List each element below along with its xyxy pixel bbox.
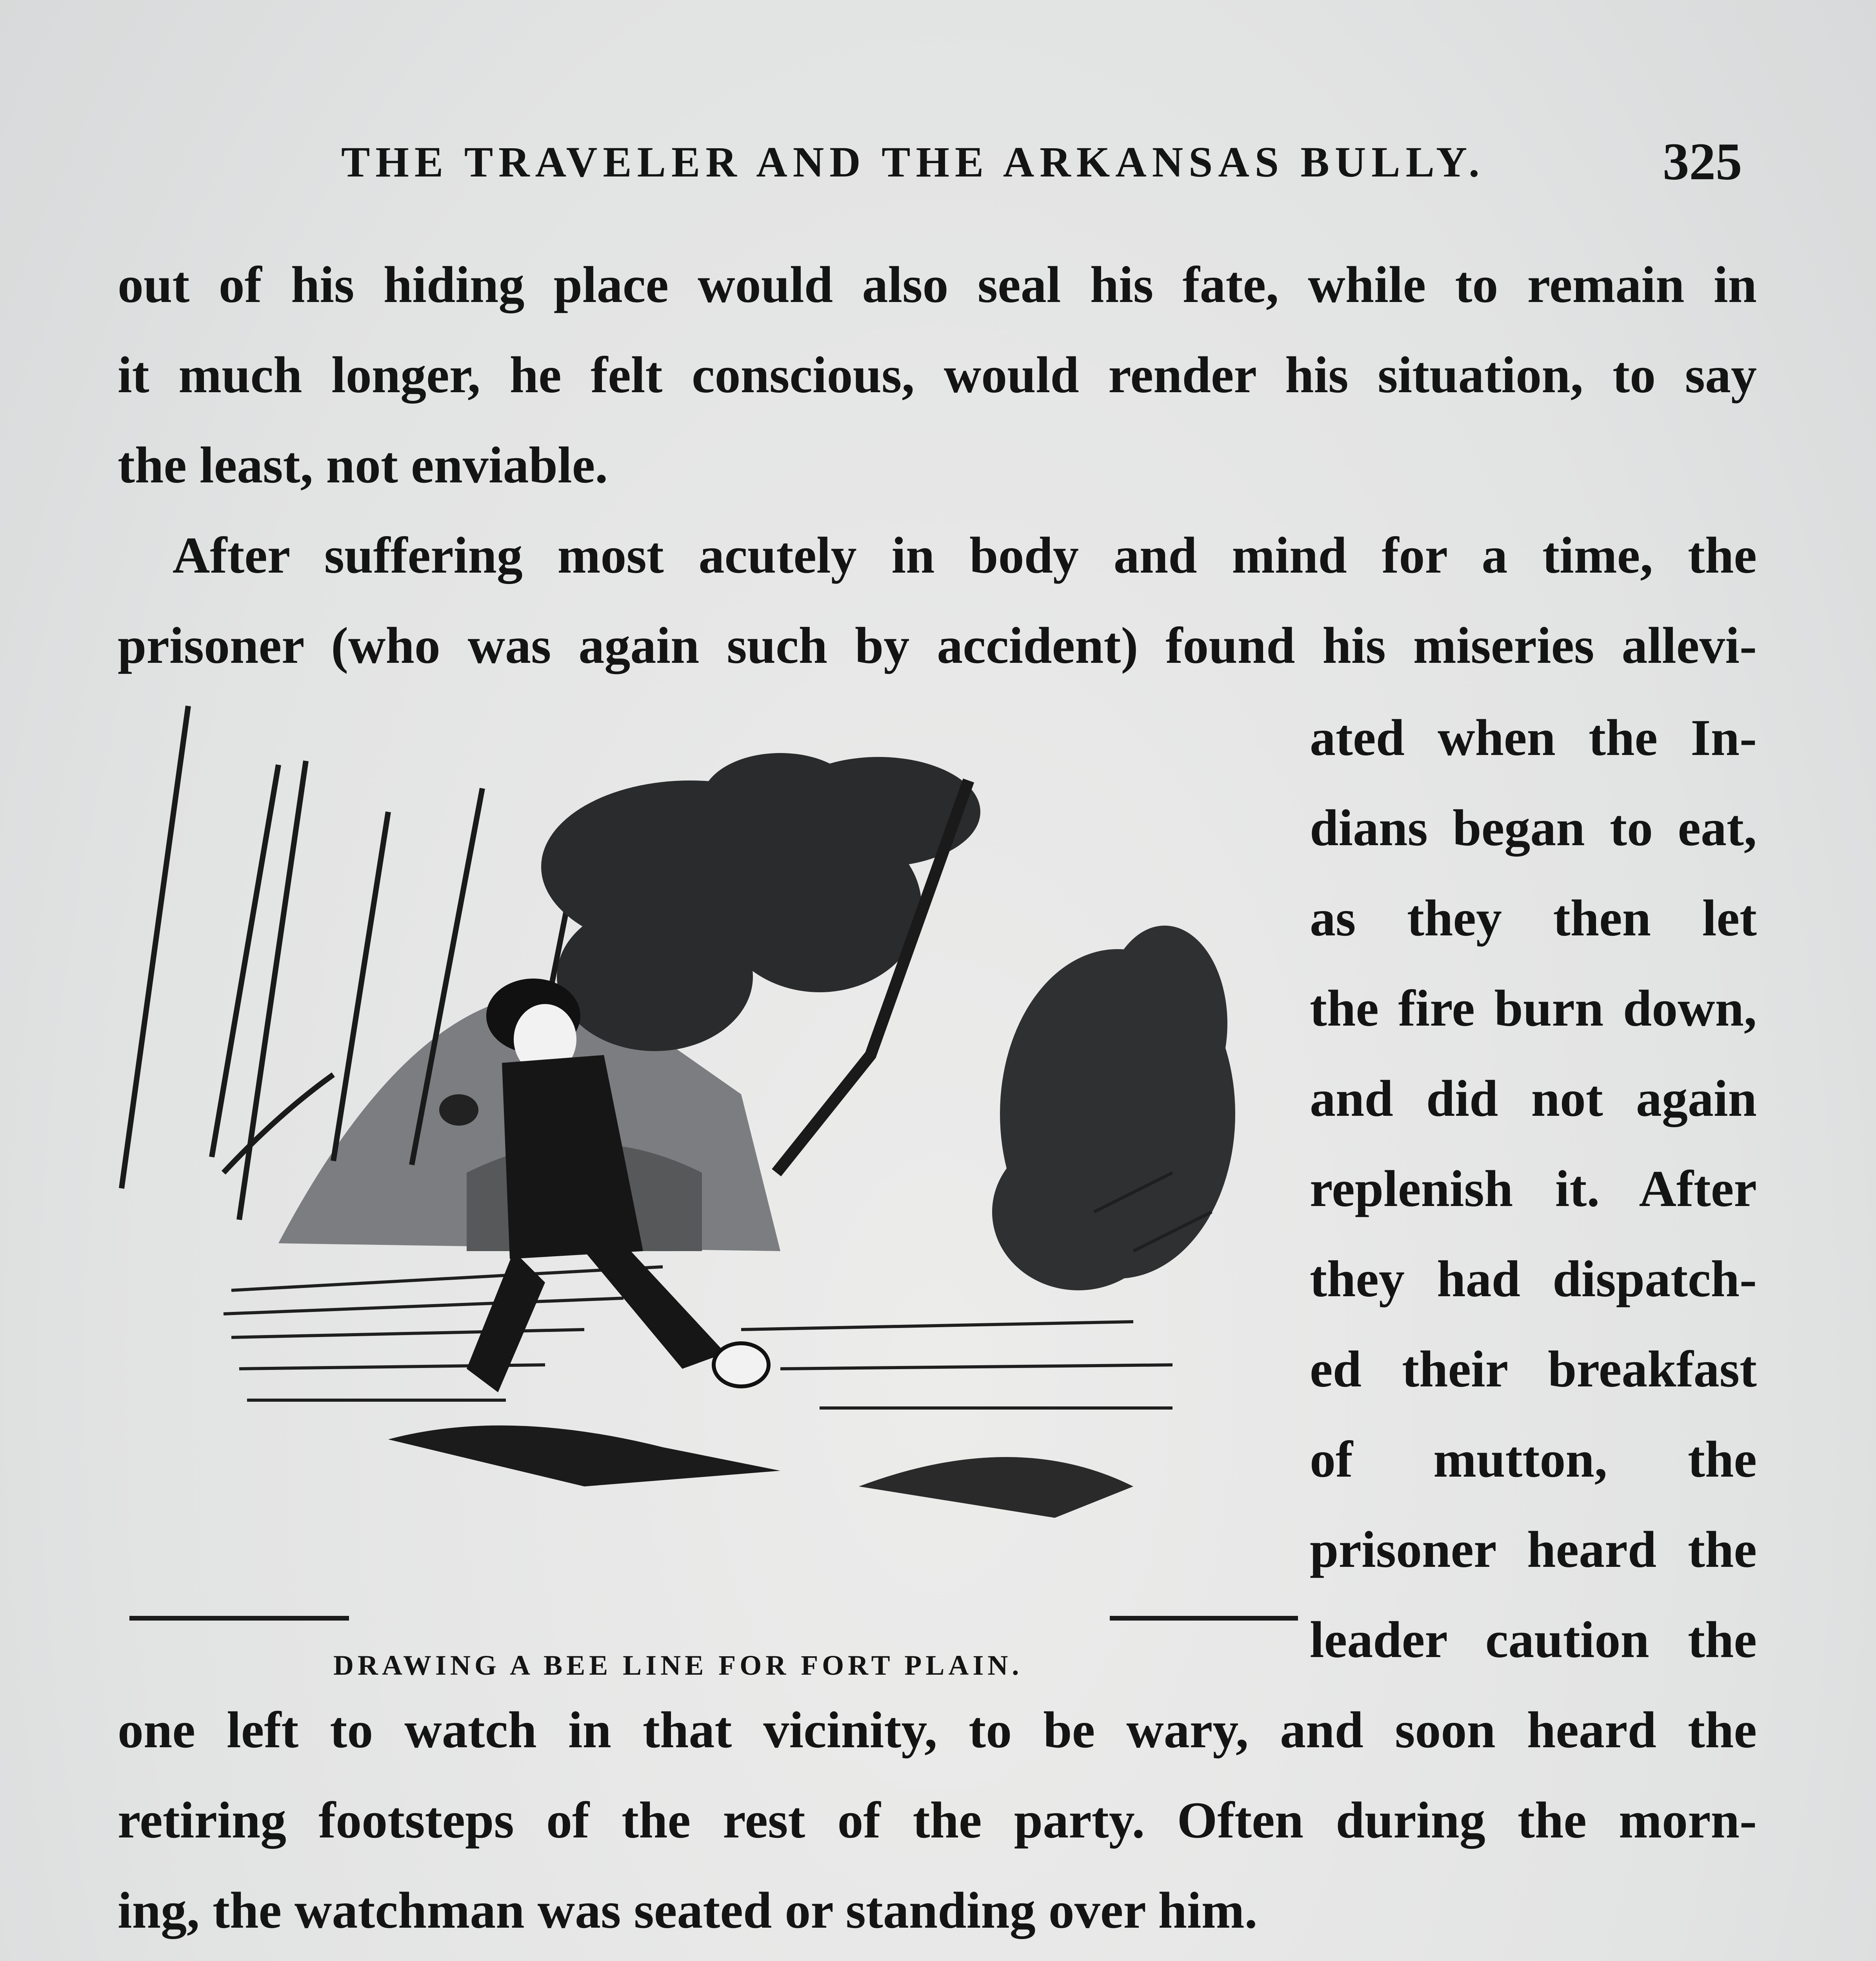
- wrap-line: of mutton, the: [1310, 1430, 1757, 1488]
- text-line: the least, not enviable.: [118, 436, 608, 494]
- ground-shadow-right: [859, 1457, 1133, 1518]
- caption-rule-left: [129, 1616, 349, 1621]
- text-line: retiring footsteps of the rest of the party. Often during the morn-: [118, 1791, 1757, 1849]
- wrap-line: ated when the In-: [1310, 709, 1757, 766]
- wrap-line: they had dispatch-: [1310, 1250, 1757, 1308]
- text-line: prisoner (who was again such by accident) found his miseries allevi-: [118, 617, 1757, 674]
- wrap-line: replenish it. After: [1310, 1160, 1757, 1217]
- text-line: it much longer, he felt conscious, would render his situation, to say: [118, 346, 1757, 404]
- text-line: After suffering most acutely in body and mind for a time, the: [173, 526, 1757, 584]
- wrap-line: leader caution the: [1310, 1611, 1757, 1668]
- woodcut-illustration: [114, 702, 1298, 1651]
- wrap-line: ed their breakfast: [1310, 1340, 1757, 1398]
- wrap-line: as they then let: [1310, 889, 1757, 947]
- wrap-line: the fire burn down,: [1310, 979, 1757, 1037]
- text-line: one left to watch in that vicinity, to be wary, and soon heard the: [118, 1701, 1757, 1759]
- caption-rule-right: [1110, 1616, 1298, 1621]
- running-head: THE TRAVELER AND THE ARKANSAS BULLY.: [341, 138, 1485, 186]
- illustration-caption: DRAWING A BEE LINE FOR FORT PLAIN.: [333, 1650, 1023, 1681]
- tree-foliage: [541, 753, 980, 1051]
- text-line: out of his hiding place would also seal his fate, while to remain in: [118, 256, 1757, 313]
- page-number: 325: [1663, 133, 1742, 191]
- wrap-line: dians began to eat,: [1310, 799, 1757, 857]
- right-bush: [992, 926, 1235, 1290]
- wrap-line: prisoner heard the: [1310, 1521, 1757, 1578]
- wrap-line: and did not again: [1310, 1070, 1757, 1127]
- ground-shadow: [388, 1425, 780, 1486]
- text-line: ing, the watchman was seated or standing over him.: [118, 1881, 1258, 1939]
